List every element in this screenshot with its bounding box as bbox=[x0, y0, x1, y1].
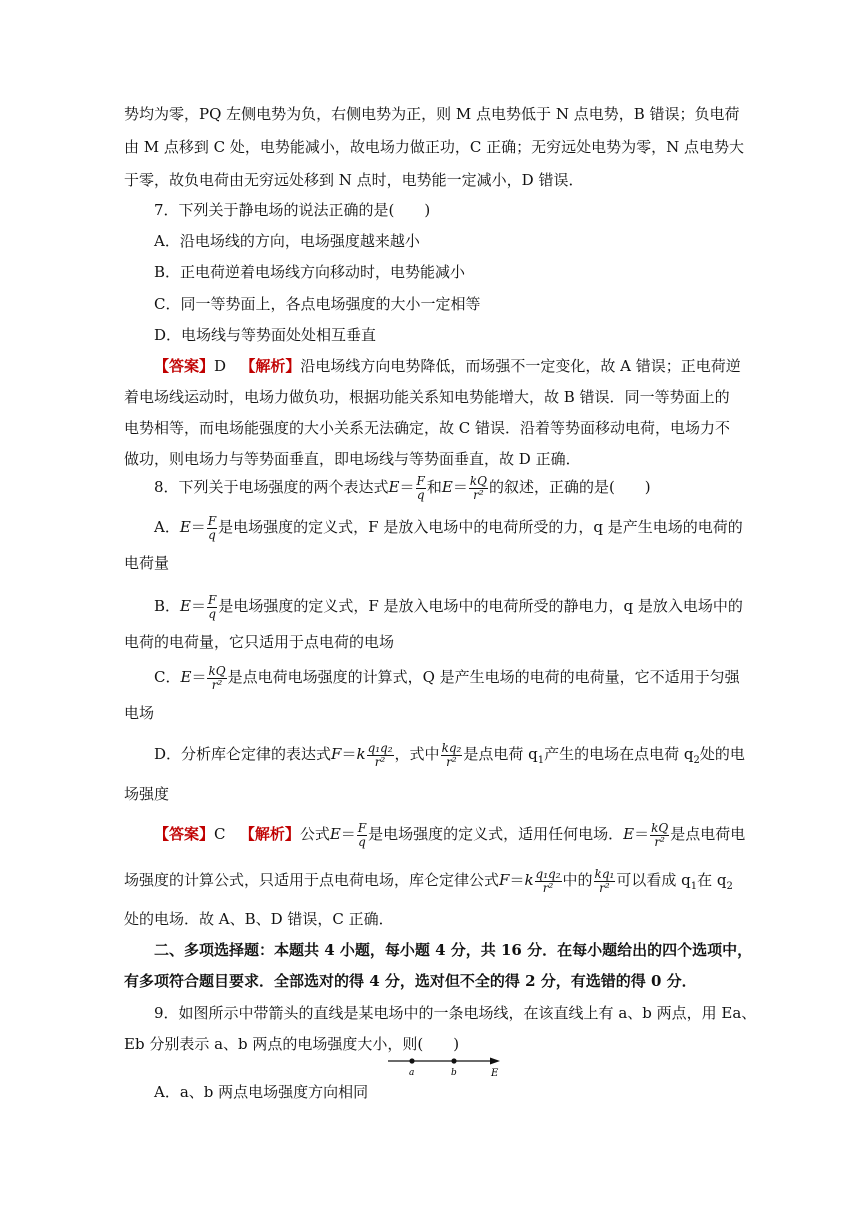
section-2-heading-1: 二、多项选择题：本题共 4 小题，每小题 4 分，共 16 分．在每小题给出的四个选项中， bbox=[154, 941, 753, 959]
q8-option-c bbox=[154, 660, 740, 694]
q8-option-d: D．分析库仑定律的表达式F＝k $\frac{\text{q₁q₂}}{\text{r²}}$ ，式中 $\frac{\text{kq₂}}{\text{r²}}$ 是点电荷 $q_1$产生的电场在点电荷 $q_2$处的电 bbox=[154, 740, 745, 769]
option-text: 产生的电场在点电荷 q bbox=[544, 745, 694, 763]
q7-option-a: A．沿电场线的方向，电场强度越来越小 bbox=[154, 232, 420, 250]
option-text: 处的电 bbox=[699, 745, 745, 763]
q8-option-c-cont: 电场 bbox=[124, 704, 155, 722]
formula-symbol: ＝ bbox=[190, 518, 206, 536]
q8-stem-text: 和 bbox=[426, 478, 442, 496]
option-label: C． bbox=[154, 668, 181, 686]
formula-symbol: E bbox=[388, 478, 400, 496]
q8-option-a bbox=[154, 510, 743, 544]
q9-stem-1: 9．如图所示中带箭头的直线是某电场中的一条电场线，在该直线上有 a、b 两点，用 Ea、 bbox=[154, 1004, 757, 1022]
q7-explanation-3: 电势相等，而电场能强度的大小关系无法确定，故 C 错误．沿着等势面移动电荷，电场力不 bbox=[124, 419, 731, 437]
point-b bbox=[451, 1058, 456, 1063]
formula-symbol: E bbox=[180, 597, 191, 615]
option-text: 是点电荷电场强度的计算式，Q 是产生电场的电荷的电荷量，它不适用于匀强 bbox=[227, 668, 740, 686]
point-a bbox=[409, 1058, 414, 1063]
formula-fraction: $\frac{F}{q}$ bbox=[416, 473, 425, 502]
q8-option-a-cont: 电荷量 bbox=[124, 554, 170, 572]
explanation-text: 中的 bbox=[562, 871, 593, 889]
option-label: D．分析库仑定律的表达式 bbox=[154, 745, 332, 763]
formula-fraction: $\frac{F}{q}$ bbox=[207, 513, 217, 542]
formula-fraction: $\frac{kQ}{\text{r²}}$ bbox=[469, 473, 487, 502]
formula-fraction: $\frac{\text{q₁q₂}}{\text{r²}}$ bbox=[367, 740, 393, 769]
option-label: A． bbox=[154, 518, 180, 536]
formula-symbol: E bbox=[179, 518, 191, 536]
formula-symbol: ＝ bbox=[341, 745, 357, 763]
explanation-text: 是点电荷电 bbox=[670, 825, 746, 843]
explanation-text: 公式 bbox=[299, 825, 330, 843]
explanation-tag: 【解析】 bbox=[240, 357, 301, 375]
explanation-text: 可以看成 q bbox=[616, 871, 691, 889]
q9-stem-2: Eb 分别表示 a、b 两点的电场强度大小，则( ) bbox=[124, 1035, 460, 1053]
option-text: 是电场强度的定义式，F 是放入电场中的电荷所受的静电力，q 是放入电场中的 bbox=[218, 597, 743, 615]
q8-option-d-cont: 场强度 bbox=[124, 785, 170, 803]
q8-explanation-3: 处的电场．故 A、B、D 错误，C 正确． bbox=[124, 910, 394, 928]
q8-answer: C bbox=[214, 825, 226, 843]
formula-symbol: E bbox=[623, 825, 635, 843]
answer-tag: 【答案】 bbox=[154, 357, 215, 375]
label-E: E bbox=[491, 1068, 499, 1079]
section-2-heading-2: 有多项符合题目要求．全部选对的得 4 分，选对但不全的得 2 分，有选错的得 0 分． bbox=[124, 972, 697, 990]
label-a: a bbox=[409, 1068, 415, 1078]
formula-symbol: ＝ bbox=[509, 871, 525, 889]
q7-explanation-4: 做功，则电场力与等势面垂直，即电场线与等势面垂直，故 D 正确． bbox=[124, 450, 581, 468]
q8-option-b bbox=[154, 589, 743, 623]
arrow-head-icon bbox=[490, 1058, 500, 1065]
q7-option-c: C．同一等势面上，各点电场强度的大小一定相等 bbox=[154, 295, 481, 313]
formula-symbol: k bbox=[356, 745, 366, 763]
q8-stem-text: 的叙述，正确的是( ) bbox=[488, 478, 651, 496]
option-label: B． bbox=[154, 597, 181, 615]
q8-answer-line bbox=[154, 817, 746, 851]
formula-symbol: ＝ bbox=[452, 478, 468, 496]
option-text: ，式中 bbox=[394, 745, 440, 763]
q7-explanation-1: 沿电场线方向电势降低，而场强不一定变化，故 A 错误；正电荷逆 bbox=[300, 357, 741, 375]
intro-line-1: 势均为零，PQ 左侧电势为负，右侧电势为正，则 M 点电势低于 N 点电势，B 错误；负电荷 bbox=[124, 105, 740, 123]
formula-fraction: $\frac{F}{q}$ bbox=[208, 592, 217, 621]
formula-symbol: ＝ bbox=[634, 825, 650, 843]
q7-option-d: D．电场线与等势面处处相互垂直 bbox=[154, 326, 377, 344]
label-b: b bbox=[451, 1068, 457, 1078]
explanation-text: 是电场强度的定义式，适用任何电场． bbox=[368, 825, 624, 843]
explanation-text: 在 q bbox=[697, 871, 727, 889]
q7-option-b: B．正电荷逆着电场线方向移动时，电势能减小 bbox=[154, 263, 466, 281]
formula-symbol: E bbox=[329, 825, 341, 843]
formula-fraction: $\frac{\text{q₁q₂}}{\text{r²}}$ bbox=[535, 866, 561, 895]
q8-stem bbox=[154, 470, 736, 504]
formula-symbol: k bbox=[524, 871, 534, 889]
formula-fraction: $\frac{\text{kq₁}}{\text{r²}}$ bbox=[594, 866, 615, 895]
q7-answer-line bbox=[154, 356, 741, 378]
formula-symbol: E bbox=[441, 478, 453, 496]
q8-option-b-cont: 电荷的电荷量，它只适用于点电荷的电场 bbox=[124, 633, 395, 651]
formula-fraction: $\frac{\text{kq₂}}{\text{r²}}$ bbox=[441, 740, 462, 769]
q9-option-a: A．a、b 两点电场强度方向相同 bbox=[154, 1083, 369, 1101]
explanation-tag: 【解析】 bbox=[239, 825, 300, 843]
q8-stem-text: 8．下列关于电场强度的两个表达式 bbox=[154, 478, 389, 496]
intro-line-3: 于零，故负电荷由无穷远处移到 N 点时，电势能一定减小，D 错误． bbox=[124, 171, 584, 189]
formula-fraction: $\frac{kQ}{\text{r²}}$ bbox=[208, 663, 226, 692]
formula-symbol: ＝ bbox=[191, 668, 207, 686]
formula-symbol: ＝ bbox=[190, 597, 206, 615]
q7-explanation-2: 着电场线运动时，电场力做负功，根据功能关系知电势能增大，故 B 错误．同一等势面上的 bbox=[124, 388, 730, 406]
formula-symbol: F bbox=[499, 871, 510, 889]
electric-field-line-figure bbox=[380, 1053, 510, 1079]
formula-symbol: ＝ bbox=[340, 825, 356, 843]
q8-explanation-2: 场强度的计算公式，只适用于点电荷电场，库仑定律公式F＝k $\frac{\text{q₁q₂}}{\text{r²}}$ 中的 $\frac{\text{kq₁}}{\text{r²}}$ 可以看成 $q_1$在 $q_2$ bbox=[124, 866, 733, 895]
answer-tag: 【答案】 bbox=[154, 825, 215, 843]
intro-line-2: 由 M 点移到 C 处，电势能减小，故电场力做正功，C 正确；无穷远处电势为零，N 点电势大 bbox=[124, 138, 745, 156]
formula-fraction: $\frac{kQ}{\text{r²}}$ bbox=[651, 820, 669, 849]
q7-answer: D bbox=[214, 357, 227, 375]
formula-symbol: F bbox=[331, 745, 342, 763]
formula-symbol: E bbox=[180, 668, 192, 686]
explanation-text: 场强度的计算公式，只适用于点电荷电场，库仑定律公式 bbox=[124, 871, 500, 889]
option-text: 是点电荷 q bbox=[463, 745, 538, 763]
formula-fraction: $\frac{F}{q}$ bbox=[357, 820, 367, 849]
q7-stem: 7．下列关于静电场的说法正确的是( ) bbox=[154, 201, 431, 219]
formula-symbol: ＝ bbox=[399, 478, 415, 496]
option-text: 是电场强度的定义式，F 是放入电场中的电荷所受的力，q 是产生电场的电荷的 bbox=[218, 518, 743, 536]
